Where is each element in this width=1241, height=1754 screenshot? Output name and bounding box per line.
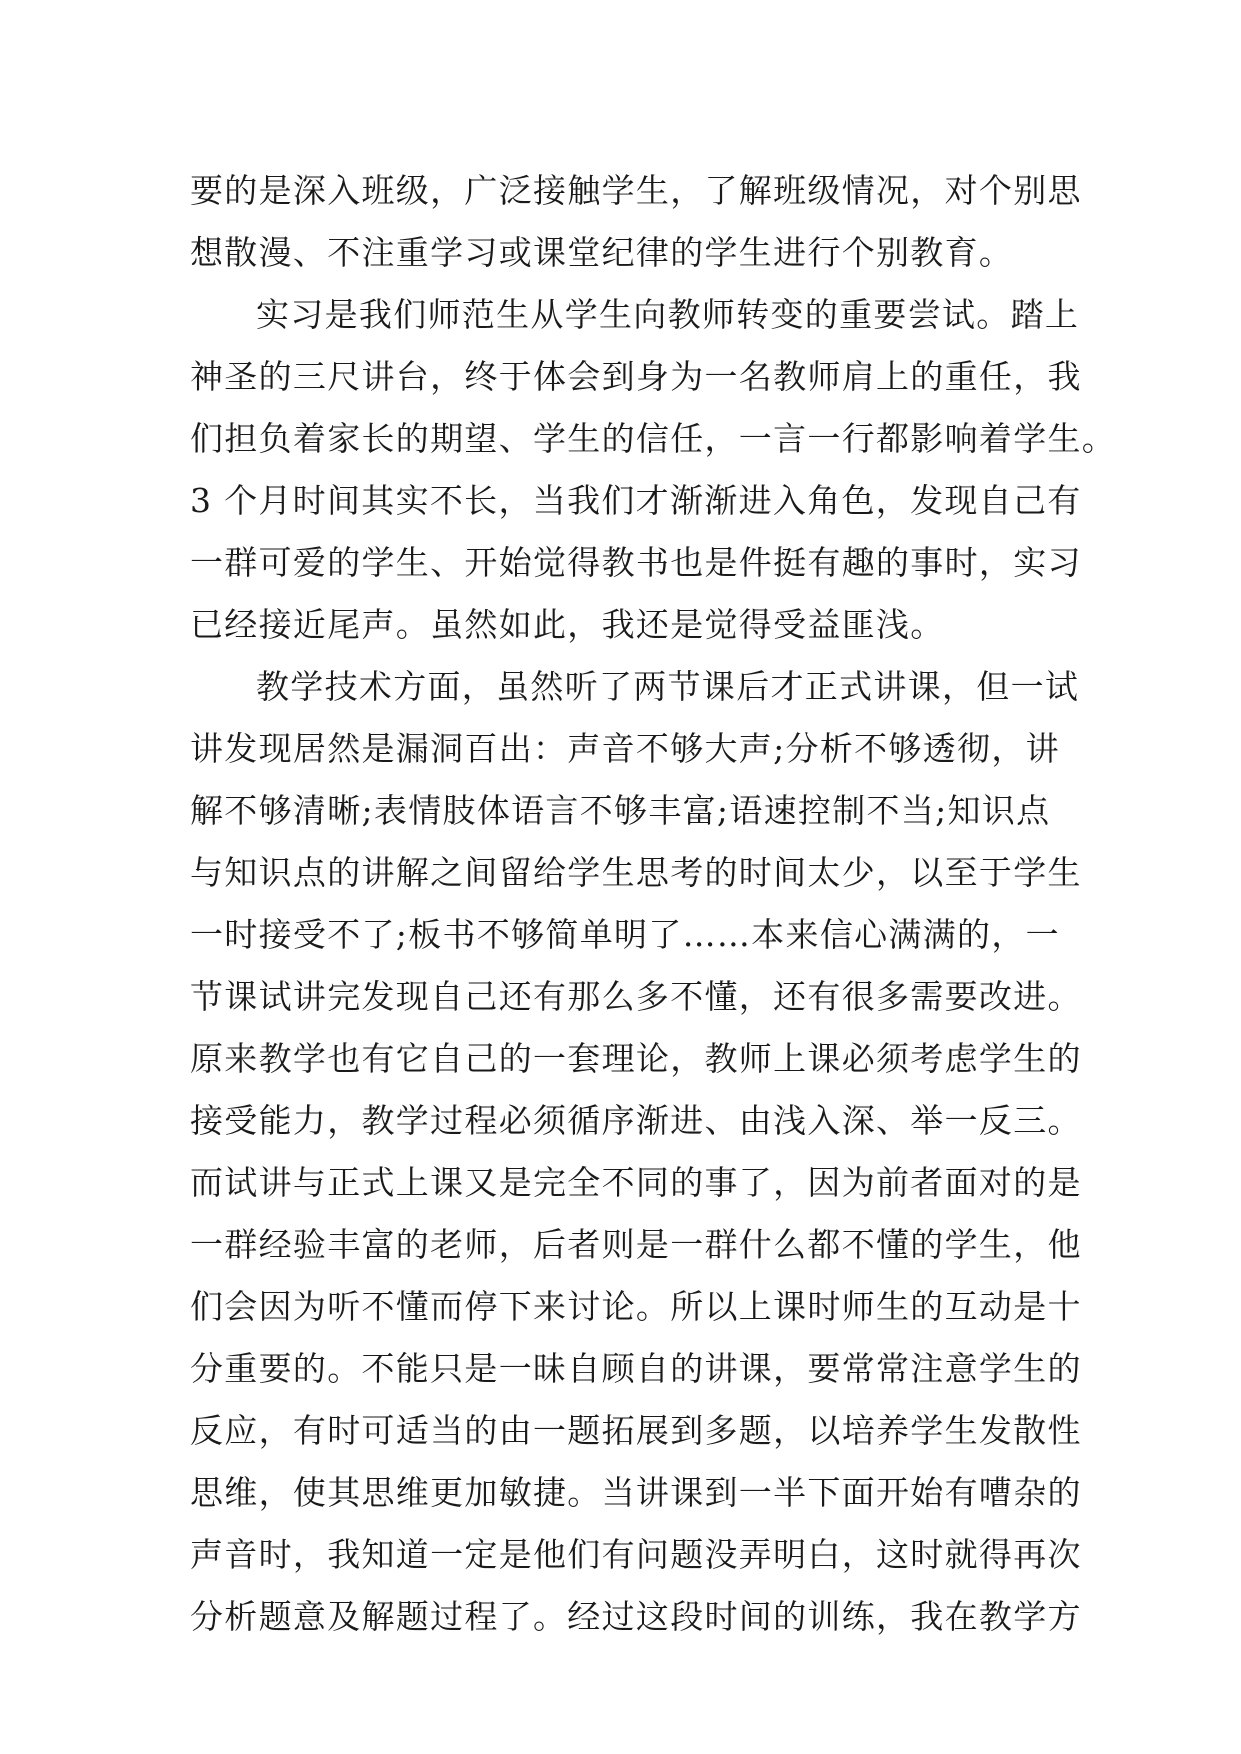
paragraph-start-line: 实习是我们师范生从学生向教师转变的重要尝试。踏上 — [256, 295, 1080, 334]
text-line: 讲发现居然是漏洞百出：声音不够大声;分析不够透彻，讲 — [190, 729, 1060, 768]
text-line: 神圣的三尺讲台，终于体会到身为一名教师肩上的重任，我 — [190, 357, 1082, 396]
text-line: 一群可爱的学生、开始觉得教书也是件挺有趣的事时，实习 — [190, 543, 1082, 582]
text-line: 想散漫、不注重学习或课堂纪律的学生进行个别教育。 — [190, 233, 1014, 272]
text-line: 反应，有时可适当的由一题拓展到多题，以培养学生发散性 — [190, 1411, 1082, 1450]
text-line: 思维，使其思维更加敏捷。当讲课到一半下面开始有嘈杂的 — [190, 1473, 1082, 1512]
text-line: 们会因为听不懂而停下来讨论。所以上课时师生的互动是十 — [190, 1287, 1082, 1326]
paragraph-start-line: 教学技术方面，虽然听了两节课后才正式讲课，但一试 — [256, 667, 1080, 706]
text-line: 已经接近尾声。虽然如此，我还是觉得受益匪浅。 — [190, 605, 945, 644]
text-line: 分析题意及解题过程了。经过这段时间的训练，我在教学方 — [190, 1597, 1082, 1636]
text-line: 而试讲与正式上课又是完全不同的事了，因为前者面对的是 — [190, 1163, 1082, 1202]
text-line: 解不够清晰;表情肢体语言不够丰富;语速控制不当;知识点 — [190, 791, 1051, 830]
text-line: 节课试讲完发现自己还有那么多不懂，还有很多需要改进。 — [190, 977, 1082, 1016]
text-line: 接受能力，教学过程必须循序渐进、由浅入深、举一反三。 — [190, 1101, 1082, 1140]
text-line: 与知识点的讲解之间留给学生思考的时间太少，以至于学生 — [190, 853, 1082, 892]
text-line: 原来教学也有它自己的一套理论，教师上课必须考虑学生的 — [190, 1039, 1082, 1078]
text-line: 声音时，我知道一定是他们有问题没弄明白，这时就得再次 — [190, 1535, 1082, 1574]
text-line: 3 个月时间其实不长，当我们才渐渐进入角色，发现自己有 — [190, 481, 1082, 520]
body-text — [190, 160, 1117, 1648]
text-line: 一时接受不了;板书不够简单明了……本来信心满满的，一 — [190, 915, 1060, 954]
text-line: 们担负着家长的期望、学生的信任，一言一行都影响着学生。 — [190, 419, 1117, 458]
text-line: 要的是深入班级，广泛接触学生，了解班级情况，对个别思 — [190, 171, 1082, 210]
text-line: 一群经验丰富的老师，后者则是一群什么都不懂的学生，他 — [190, 1225, 1082, 1264]
text-line: 分重要的。不能只是一昧自顾自的讲课，要常常注意学生的 — [190, 1349, 1082, 1388]
